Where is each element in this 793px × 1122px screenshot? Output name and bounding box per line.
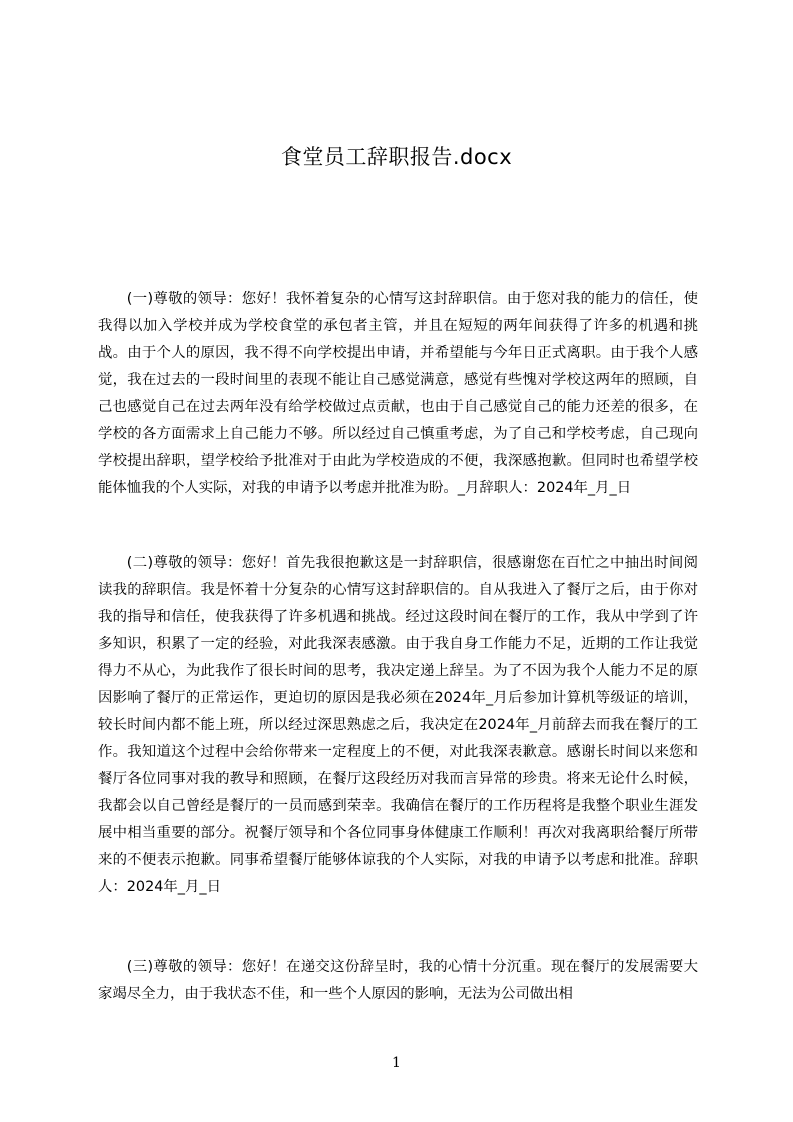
paragraph-1: (一)尊敬的领导：您好！我怀着复杂的心情写这封辞职信。由于您对我的能力的信任，使我得以加入学校并成为学校食堂的承包者主管，并且在短短的两年间获得了许多的机遇和挑战。由于个人的原因，我不得不向学校提出申请，并希望能与今年日正式离职。由于我个人感觉，我在过去的一段时间里的表现不能让自己感觉满意，感觉有些愧对学校这两年的照顾，自己也感觉自己在过去两年没有给学校做过点贡献，也由于自己感觉自己的能力还差的很多，在学校的各方面需求上自己能力不够。所以经过自己慎重考虑，为了自己和学校考虑，自己现向学校提出辞职，望学校给予批准对于由此为学校造成的不便，我深感抱歉。但同时也希望学校能体恤我的个人实际，对我的申请予以考虑并批准为盼。_月辞职人：2024年_月_日 (98, 291, 698, 496)
page-number: 1 (392, 1055, 401, 1071)
document-title: 食堂员工辞职报告.docx (280, 145, 513, 169)
paragraph-3: (三)尊敬的领导：您好！在递交这份辞呈时，我的心情十分沉重。现在餐厅的发展需要大家竭尽全力，由于我状态不佳，和一些个人原因的影响，无法为公司做出相 (98, 959, 698, 1002)
paragraph-2: (二)尊敬的领导：您好！首先我很抱歉这是一封辞职信，很感谢您在百忙之中抽出时间阅读我的辞职信。我是怀着十分复杂的心情写这封辞职信的。自从我进入了餐厅之后，由于你对我的指导和信任，使我获得了许多机遇和挑战。经过这段时间在餐厅的工作，我从中学到了许多知识，积累了一定的经验，对此我深表感激。由于我自身工作能力不足，近期的工作让我觉得力不从心，为此我作了很长时间的思考，我决定递上辞呈。为了不因为我个人能力不足的原因影响了餐厅的正常运作，更迫切的原因是我必须在2024年_月后参加计算机等级证的培训，较长时间内都不能上班，所以经过深思熟虑之后，我决定在2024年_月前辞去而我在餐厅的工作。我知道这个过程中会给你带来一定程度上的不便，对此我深表歉意。感谢长时间以来您和餐厅各位同事对我的教导和照顾，在餐厅这段经历对我而言异常的珍贵。将来无论什么时候，我都会以自己曾经是餐厅的一员而感到荣幸。我确信在餐厅的工作历程将是我整个职业生涯发展中相当重要的部分。祝餐厅领导和个各位同事身体健康工作顺利！再次对我离职给餐厅所带来的不便表示抱歉。同事希望餐厅能够体谅我的个人实际，对我的申请予以考虑和批准。辞职人：2024年_月_日 (98, 555, 698, 895)
